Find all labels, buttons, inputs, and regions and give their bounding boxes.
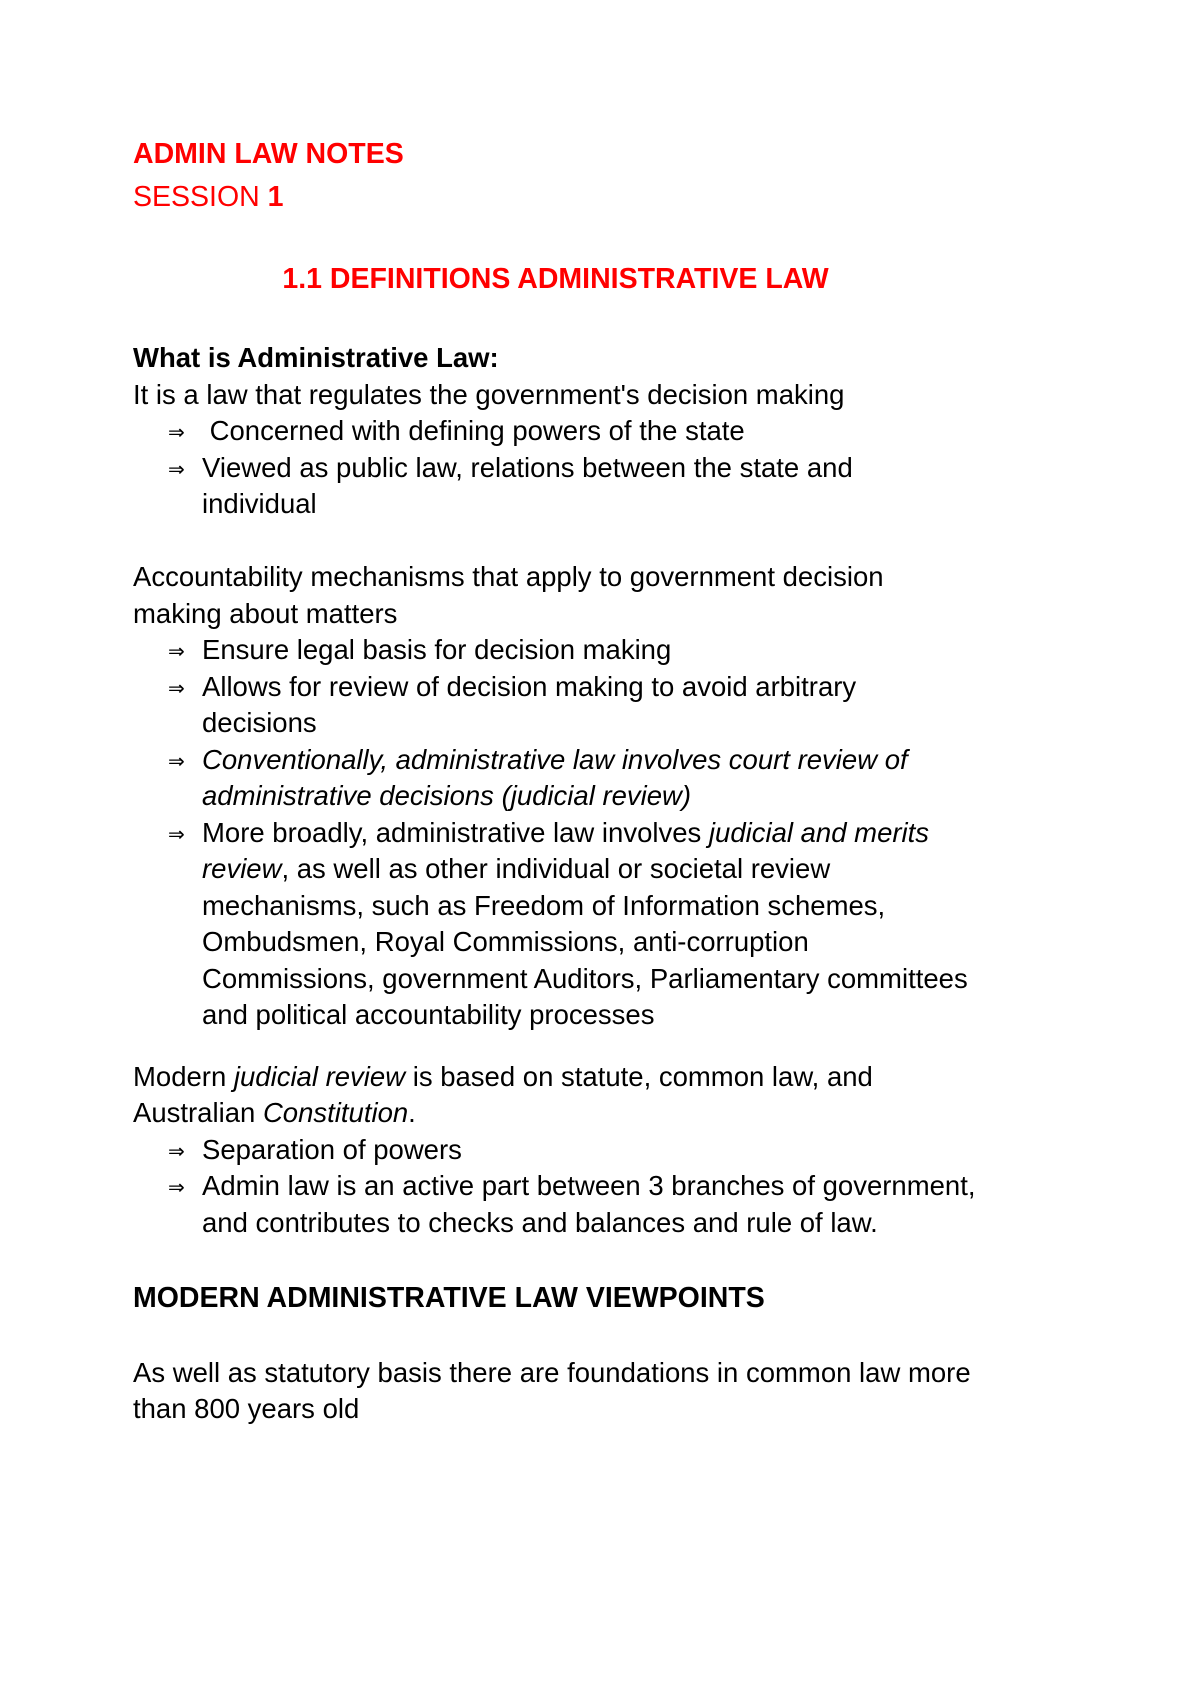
text-run: Modern xyxy=(133,1060,234,1092)
italic-run: Constitution xyxy=(262,1097,409,1128)
paragraph-line: As well as statutory basis there are foundations in common law more xyxy=(133,1356,971,1388)
bullet-text-line: Ombudsmen, Royal Commissions, anti-corruption xyxy=(202,926,809,957)
bullet-item xyxy=(133,1168,978,1241)
double-right-arrow-icon: ⇒ xyxy=(168,1175,185,1199)
bullet-text-line: Conventionally, administrative law involves court review of xyxy=(202,743,908,775)
bullet-text-line: Separation of powers xyxy=(202,1133,462,1165)
double-right-arrow-icon: ⇒ xyxy=(168,1138,185,1163)
section-heading: 1.1 DEFINITIONS ADMINISTRATIVE LAW xyxy=(282,263,829,295)
viewpoints-heading: MODERN ADMINISTRATIVE LAW VIEWPOINTS xyxy=(133,1281,765,1314)
text-run: More broadly, administrative law involves xyxy=(202,816,709,848)
bullet-text-line: Concerned with defining powers of the state xyxy=(202,415,745,446)
bullet-item xyxy=(133,450,978,523)
document-page xyxy=(133,133,978,1428)
paragraph-line: making about matters xyxy=(133,597,398,629)
bullet-text-line xyxy=(202,851,978,888)
italic-run: judicial review xyxy=(233,1060,406,1092)
bullet-text-line: Commissions, government Auditors, Parliamentary committees xyxy=(202,962,968,994)
bullet-text-line: Ensure legal basis for decision making xyxy=(202,634,672,665)
italic-run: review xyxy=(202,853,282,884)
bullet-text-line: Allows for review of decision making to avoid arbitrary xyxy=(202,670,857,702)
document-title: ADMIN LAW NOTES xyxy=(133,138,404,170)
session-heading xyxy=(133,176,978,219)
paragraph-line xyxy=(133,1095,978,1132)
session-label: SESSION xyxy=(133,181,260,213)
bullet-text-line: individual xyxy=(202,488,317,519)
double-right-arrow-icon: ⇒ xyxy=(168,639,185,663)
double-right-arrow-icon: ⇒ xyxy=(168,456,185,481)
bullet-text-line: and political accountability processes xyxy=(202,999,655,1030)
italic-run: judicial and merits xyxy=(708,816,930,848)
double-right-arrow-icon: ⇒ xyxy=(168,748,185,773)
bullet-text-line: mechanisms, such as Freedom of Information schemes, xyxy=(202,889,886,921)
bullet-text-line: decisions xyxy=(202,707,317,738)
paragraph-line: than 800 years old xyxy=(133,1393,360,1424)
paragraph-line: Accountability mechanisms that apply to government decision xyxy=(133,561,884,592)
bullet-text-line: administrative decisions (judicial review) xyxy=(202,780,692,811)
bullet-item xyxy=(133,1132,978,1169)
bullet-item xyxy=(133,632,978,669)
double-right-arrow-icon: ⇒ xyxy=(168,420,185,444)
bullet-text-line xyxy=(202,815,978,852)
subheading-what-is: What is Administrative Law: xyxy=(133,342,499,373)
paragraph-line: It is a law that regulates the government's decision making xyxy=(133,378,845,410)
bullet-item xyxy=(133,669,978,742)
bullet-item xyxy=(133,413,978,450)
paragraph-line xyxy=(133,1059,978,1096)
bullet-text-line: Admin law is an active part between 3 branches of government, xyxy=(202,1170,976,1201)
text-run: is based on statute, common law, and xyxy=(405,1060,873,1092)
double-right-arrow-icon: ⇒ xyxy=(168,821,185,846)
text-run: . xyxy=(408,1097,416,1128)
bullet-text-line: and contributes to checks and balances and rule of law. xyxy=(202,1206,878,1238)
text-run: , as well as other individual or societal review xyxy=(281,853,831,884)
bullet-item xyxy=(133,742,978,815)
text-run: Australian xyxy=(133,1097,263,1128)
bullet-item xyxy=(133,815,978,1034)
double-right-arrow-icon: ⇒ xyxy=(168,675,185,700)
bullet-text-line: Viewed as public law, relations between the state and xyxy=(202,451,853,483)
session-number: 1 xyxy=(267,181,284,213)
